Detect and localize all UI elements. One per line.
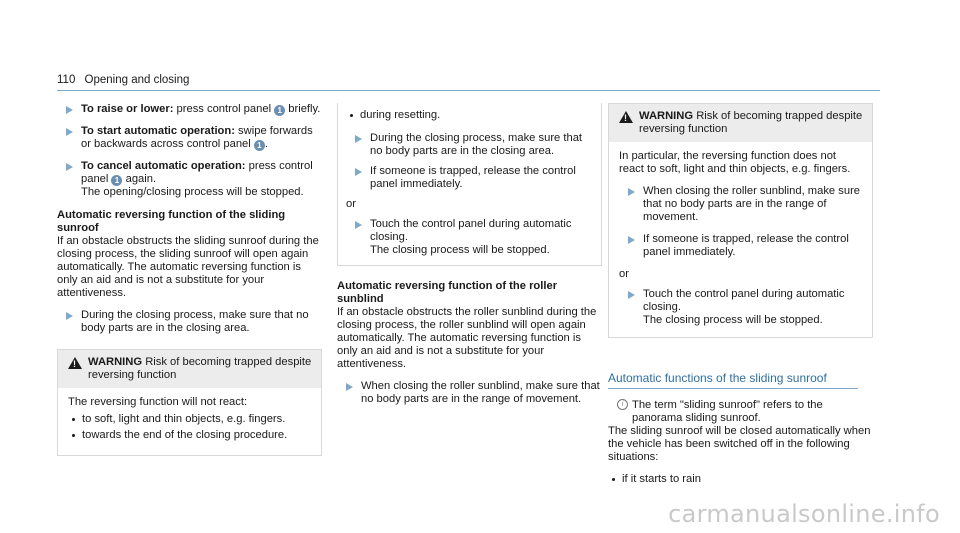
warning-body-text: In particular, the reversing function does not react to soft, light and thin objects, e.g. fingers. xyxy=(619,150,851,175)
step-text: During the closing process, make sure that no body parts are in the closing area. xyxy=(81,309,309,334)
warning-icon xyxy=(619,111,633,123)
continued-box xyxy=(337,103,602,266)
step-release xyxy=(346,165,591,191)
column-1 xyxy=(57,103,322,456)
warning-text: Risk of becoming trapped despite reversing function xyxy=(88,356,312,381)
step-text: If someone is trapped, release the control panel immediately. xyxy=(370,165,576,190)
arrow-icon xyxy=(628,291,635,299)
paragraph: The sliding sunroof will be closed automatically when the vehicle has been switched off in the following situations: xyxy=(608,425,871,463)
page-header xyxy=(57,74,189,86)
warning-header xyxy=(609,104,872,142)
step-touch-panel xyxy=(346,218,591,257)
section-title: Automatic functions of the sliding sunroof xyxy=(608,372,858,389)
bullet-item: towards the end of the closing procedure. xyxy=(68,429,311,442)
column-2 xyxy=(337,103,602,415)
step-start-auto xyxy=(57,125,322,151)
page-number: 110 xyxy=(57,74,76,86)
step-text: Touch the control panel during automatic closing. xyxy=(643,288,845,313)
arrow-icon xyxy=(355,135,362,143)
step-text: The closing process will be stopped. xyxy=(643,314,823,326)
step-text: The closing process will be stopped. xyxy=(370,244,550,256)
header-rule xyxy=(57,90,880,91)
callout-badge: 1 xyxy=(274,105,285,116)
info-note xyxy=(608,399,873,425)
or-text: or xyxy=(619,268,629,280)
warning-box xyxy=(57,349,322,456)
arrow-icon xyxy=(346,383,353,391)
watermark: carmanualsonline.info xyxy=(668,500,940,528)
callout-badge: 1 xyxy=(254,140,265,151)
info-icon: i xyxy=(617,399,628,410)
paragraph: If an obstacle obstructs the sliding sunroof during the closing process, the sliding sunroof will open again automatically. The automatic reversing function is only an aid and is not a substitute for your attentiveness. xyxy=(57,235,319,299)
callout-badge: 1 xyxy=(111,175,122,186)
column-3 xyxy=(608,103,873,489)
warning-title: WARNING xyxy=(88,356,143,368)
warning-header xyxy=(58,350,321,388)
step-text: If someone is trapped, release the control panel immediately. xyxy=(643,233,849,258)
arrow-icon xyxy=(355,168,362,176)
arrow-icon xyxy=(628,236,635,244)
step-text: When closing the roller sunblind, make sure that no body parts are in the range of movement. xyxy=(643,185,861,223)
step-closing-area xyxy=(346,132,591,158)
arrow-icon xyxy=(66,106,73,114)
step-text: During the closing process, make sure that no body parts are in the closing area. xyxy=(370,132,583,157)
step-sunblind-range xyxy=(337,380,602,406)
step-release xyxy=(619,233,862,259)
step-text: swipe forwards or backwards across control panel xyxy=(81,125,313,150)
step-text: . xyxy=(264,138,268,150)
bullet-item: if it starts to rain xyxy=(608,473,873,486)
step-cancel-auto xyxy=(57,160,322,199)
step-text: press control panel xyxy=(173,103,275,115)
arrow-icon xyxy=(66,163,73,171)
bullet-item: to soft, light and thin objects, e.g. fingers. xyxy=(68,413,311,426)
note-text: The term "sliding sunroof" refers to the panorama sliding sunroof. xyxy=(632,399,823,424)
step-text: The opening/closing process will be stopped. xyxy=(81,186,304,198)
step-closing-area xyxy=(57,309,322,335)
page-title: Opening and closing xyxy=(84,74,190,86)
step-sunblind-range xyxy=(619,185,862,224)
or-text: or xyxy=(346,198,356,210)
arrow-icon xyxy=(355,221,362,229)
step-touch-panel xyxy=(619,288,862,327)
step-text: again. xyxy=(122,173,157,185)
step-label: To raise or lower: xyxy=(81,103,174,115)
warning-icon xyxy=(68,357,82,369)
arrow-icon xyxy=(628,188,635,196)
step-text: press control panel xyxy=(81,160,313,185)
step-text: Touch the control panel during automatic closing. xyxy=(370,218,572,243)
warning-body xyxy=(58,388,321,455)
arrow-icon xyxy=(66,128,73,136)
step-text: When closing the roller sunblind, make sure that no body parts are in the range of movement. xyxy=(361,380,600,405)
warning-body-text: The reversing function will not react: xyxy=(68,396,248,408)
bullet-item: during resetting. xyxy=(346,109,591,122)
step-label: To cancel automatic operation: xyxy=(81,160,246,172)
heading-reversing-sunroof: Automatic reversing function of the sliding sunroof xyxy=(57,209,286,234)
warning-body xyxy=(609,142,872,337)
step-text: briefly. xyxy=(285,103,321,115)
step-label: To start automatic operation: xyxy=(81,125,235,137)
heading-reversing-sunblind: Automatic reversing function of the roller sunblind xyxy=(337,280,558,305)
warning-title: WARNING xyxy=(639,110,694,122)
arrow-icon xyxy=(66,312,73,320)
step-raise-lower xyxy=(57,103,322,116)
paragraph: If an obstacle obstructs the roller sunblind during the closing process, the roller sunblind will open again automatically. The automatic reversing function is only an aid and is not a substitute for your attentiveness. xyxy=(337,306,597,370)
warning-box xyxy=(608,103,873,338)
warning-text: Risk of becoming trapped despite reversing function xyxy=(639,110,863,135)
